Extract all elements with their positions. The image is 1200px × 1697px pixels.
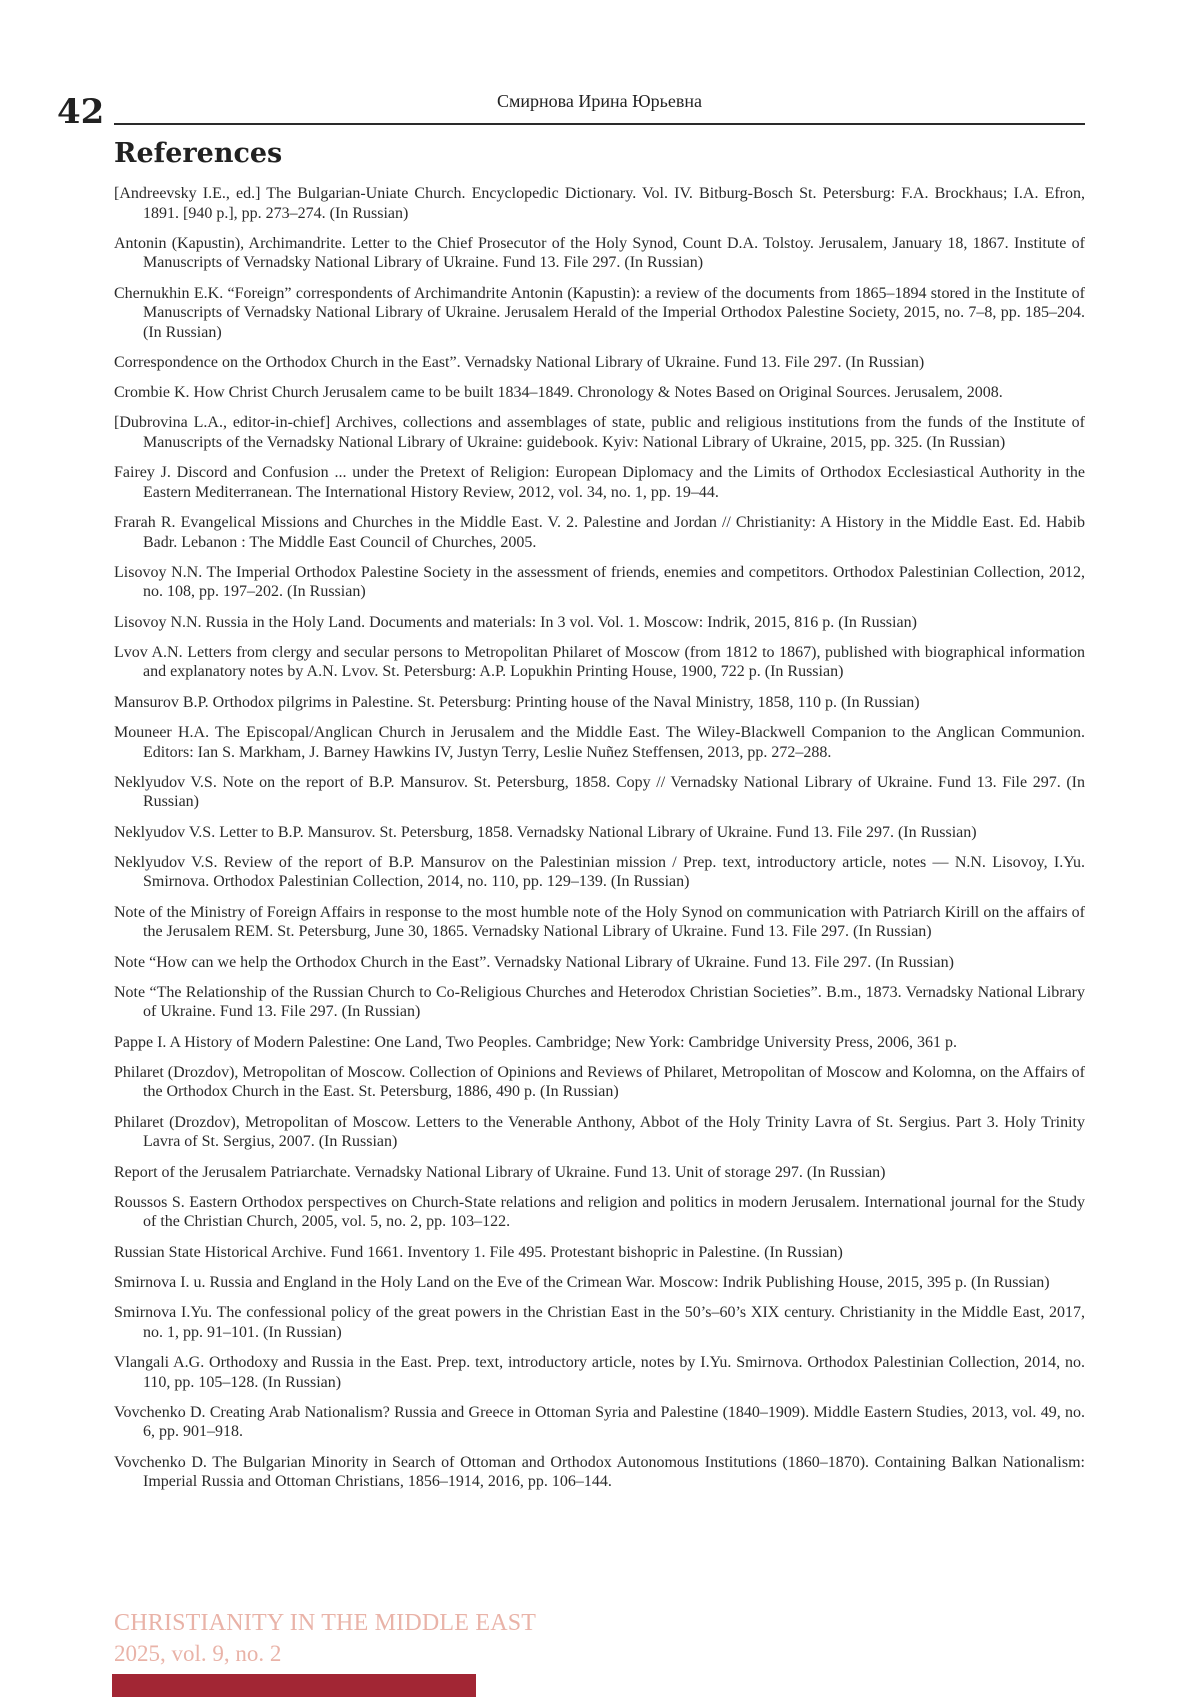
reference-item: [Dubrovina L.A., editor-in-chief] Archives, collections and assemblages of state, public and religious institutions from the funds of the Institute of Manuscripts of the Vernadsky National Library of Ukraine: guidebook. Kyiv: National Library of Ukraine, 2015, pp. 325. (In Russian) — [114, 413, 1085, 452]
reference-item: [Andreevsky I.E., ed.] The Bulgarian-Uniate Church. Encyclopedic Dictionary. Vol. IV. Bitburg-Bosch St. Petersburg: F.A. Brockhaus; I.A. Efron, 1891. [940 p.], pp. 273–274. (In Russian) — [114, 184, 1085, 223]
reference-item: Philaret (Drozdov), Metropolitan of Moscow. Letters to the Venerable Anthony, Abbot of the Holy Trinity Lavra of St. Sergius. Part 3. Holy Trinity Lavra of St. Sergius, 2007. (In Russian) — [114, 1113, 1085, 1152]
section-title: References — [114, 138, 282, 169]
reference-item: Crombie K. How Christ Church Jerusalem came to be built 1834–1849. Chronology & Notes Based on Original Sources. Jerusalem, 2008. — [114, 383, 1085, 403]
reference-item: Vovchenko D. The Bulgarian Minority in Search of Ottoman and Orthodox Autonomous Institutions (1860–1870). Containing Balkan Nationalism: Imperial Russia and Ottoman Christians, 1856–1914, 2016, pp. 106–144. — [114, 1453, 1085, 1492]
reference-item: Lvov A.N. Letters from clergy and secular persons to Metropolitan Philaret of Moscow (from 1812 to 1867), published with biographical information and explanatory notes by A.N. Lvov. St. Petersburg: A.P. Lopukhin Printing House, 1900, 722 p. (In Russian) — [114, 643, 1085, 682]
reference-item: Lisovoy N.N. Russia in the Holy Land. Documents and materials: In 3 vol. Vol. 1. Moscow: Indrik, 2015, 816 p. (In Russian) — [114, 613, 1085, 633]
reference-item: Note “The Relationship of the Russian Church to Co-Religious Churches and Heterodox Christian Societies”. B.m., 1873. Vernadsky National Library of Ukraine. Fund 13. File 297. (In Russian) — [114, 983, 1085, 1022]
reference-item: Neklyudov V.S. Review of the report of B.P. Mansurov on the Palestinian mission / Prep. text, introductory article, notes — N.N. Lisovoy, I.Yu. Smirnova. Orthodox Palestinian Collection, 2014, no. 110, pp. 129–139. (In Russian) — [114, 853, 1085, 892]
reference-item: Lisovoy N.N. The Imperial Orthodox Palestine Society in the assessment of friends, enemies and competitors. Orthodox Palestinian Collection, 2012, no. 108, pp. 197–202. (In Russian) — [114, 563, 1085, 602]
reference-item: Vovchenko D. Creating Arab Nationalism? Russia and Greece in Ottoman Syria and Palestine (1840–1909). Middle Eastern Studies, 2013, vol. 49, no. 6, pp. 901–918. — [114, 1403, 1085, 1442]
reference-item: Mansurov B.P. Orthodox pilgrims in Palestine. St. Petersburg: Printing house of the Naval Ministry, 1858, 110 p. (In Russian) — [114, 693, 1085, 713]
reference-item: Smirnova I. u. Russia and England in the Holy Land on the Eve of the Crimean War. Moscow: Indrik Publishing House, 2015, 395 p. (In Russian) — [114, 1273, 1085, 1293]
reference-item: Vlangali A.G. Orthodoxy and Russia in the East. Prep. text, introductory article, notes by I.Yu. Smirnova. Orthodox Palestinian Collection, 2014, no. 110, pp. 105–128. (In Russian) — [114, 1353, 1085, 1392]
footer-accent-bar — [112, 1674, 476, 1697]
reference-item: Pappe I. A History of Modern Palestine: One Land, Two Peoples. Cambridge; New York: Cambridge University Press, 2006, 361 p. — [114, 1033, 1085, 1053]
journal-issue: 2025, vol. 9, no. 2 — [114, 1641, 281, 1667]
reference-item: Neklyudov V.S. Note on the report of B.P. Mansurov. St. Petersburg, 1858. Copy // Vernadsky National Library of Ukraine. Fund 13. File 297. (In Russian) — [114, 773, 1085, 812]
reference-item: Note of the Ministry of Foreign Affairs in response to the most humble note of the Holy Synod on communication with Patriarch Kirill on the affairs of the Jerusalem REM. St. Petersburg, June 30, 1865. Vernadsky National Library of Ukraine. Fund 13. File 297. (In Russian) — [114, 903, 1085, 942]
reference-item: Neklyudov V.S. Letter to B.P. Mansurov. St. Petersburg, 1858. Vernadsky National Library of Ukraine. Fund 13. File 297. (In Russian) — [114, 823, 1085, 843]
reference-item: Report of the Jerusalem Patriarchate. Vernadsky National Library of Ukraine. Fund 13. Unit of storage 297. (In Russian) — [114, 1163, 1085, 1183]
reference-item: Roussos S. Eastern Orthodox perspectives on Church-State relations and religion and politics in modern Jerusalem. International journal for the Study of the Christian Church, 2005, vol. 5, no. 2, pp. 103–122. — [114, 1193, 1085, 1232]
journal-name: CHRISTIANITY IN THE MIDDLE EAST — [114, 1610, 536, 1637]
reference-item: Chernukhin E.K. “Foreign” correspondents of Archimandrite Antonin (Kapustin): a review of the documents from 1865–1894 stored in the Institute of Manuscripts of Vernadsky National Library of Ukraine. Jerusalem Herald of the Imperial Orthodox Palestine Society, 2015, no. 7–8, pp. 185–204. (In Russian) — [114, 284, 1085, 343]
reference-item: Smirnova I.Yu. The confessional policy of the great powers in the Christian East in the 50’s–60’s XIX century. Christianity in the Middle East, 2017, no. 1, pp. 91–101. (In Russian) — [114, 1303, 1085, 1342]
reference-item: Frarah R. Evangelical Missions and Churches in the Middle East. V. 2. Palestine and Jordan // Christianity: A History in the Middle East. Ed. Habib Badr. Lebanon : The Middle East Council of Churches, 2005. — [114, 513, 1085, 552]
header-rule — [114, 123, 1085, 125]
reference-item: Russian State Historical Archive. Fund 1661. Inventory 1. File 495. Protestant bishopric in Palestine. (In Russian) — [114, 1243, 1085, 1263]
reference-item: Correspondence on the Orthodox Church in the East”. Vernadsky National Library of Ukraine. Fund 13. File 297. (In Russian) — [114, 353, 1085, 373]
running-head: Смирнова Ирина Юрьевна — [114, 91, 1085, 112]
reference-list — [114, 184, 1085, 1502]
reference-item: Fairey J. Discord and Confusion ... under the Pretext of Religion: European Diplomacy and the Limits of Orthodox Ecclesiastical Authority in the Eastern Mediterranean. The International History Review, 2012, vol. 34, no. 1, pp. 19–44. — [114, 463, 1085, 502]
page-number: 42 — [57, 92, 104, 132]
reference-item: Mouneer H.A. The Episcopal/Anglican Church in Jerusalem and the Middle East. The Wiley-Blackwell Companion to the Anglican Communion. Editors: Ian S. Markham, J. Barney Hawkins IV, Justyn Terry, Leslie Nuñez Steffensen, 2013, pp. 272–288. — [114, 723, 1085, 762]
reference-item: Philaret (Drozdov), Metropolitan of Moscow. Collection of Opinions and Reviews of Philaret, Metropolitan of Moscow and Kolomna, on the Affairs of the Orthodox Church in the East. St. Petersburg, 1886, 490 p. (In Russian) — [114, 1063, 1085, 1102]
reference-item: Antonin (Kapustin), Archimandrite. Letter to the Chief Prosecutor of the Holy Synod, Count D.A. Tolstoy. Jerusalem, January 18, 1867. Institute of Manuscripts of Vernadsky National Library of Ukraine. Fund 13. File 297. (In Russian) — [114, 234, 1085, 273]
reference-item: Note “How can we help the Orthodox Church in the East”. Vernadsky National Library of Ukraine. Fund 13. File 297. (In Russian) — [114, 953, 1085, 973]
